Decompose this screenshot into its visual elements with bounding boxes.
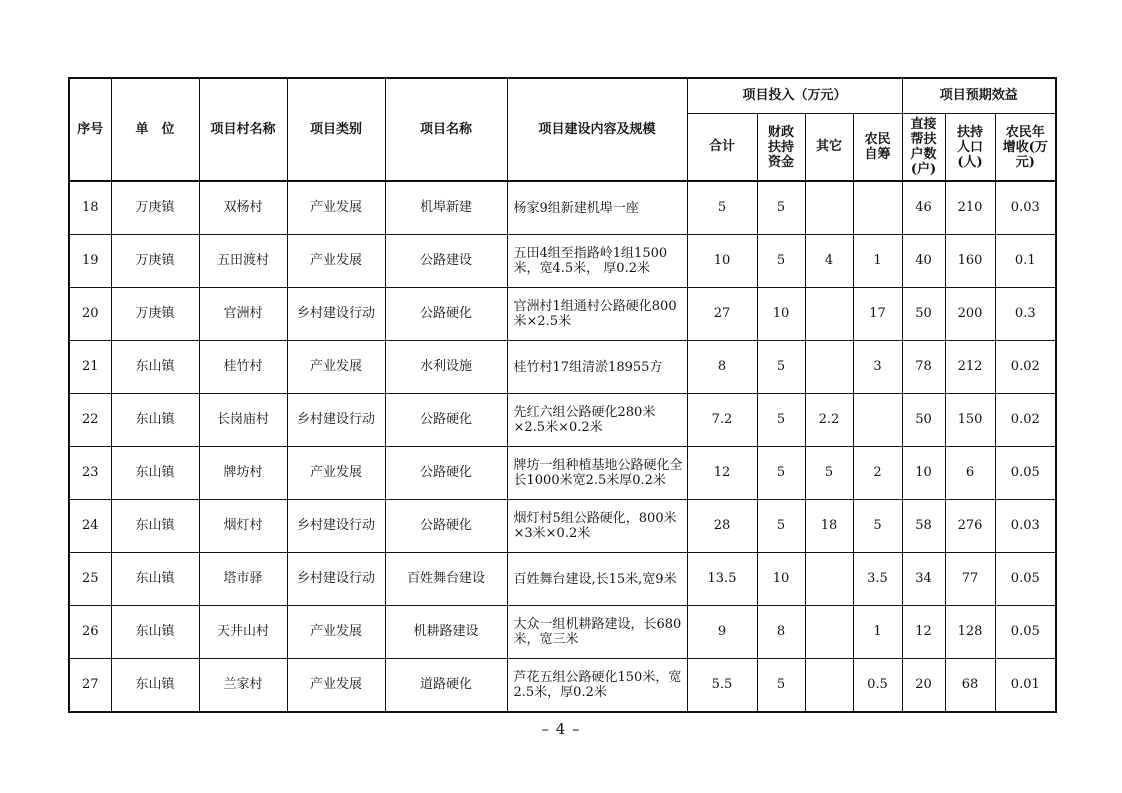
cell-content: 百姓舞台建设,长15米,宽9米	[507, 553, 687, 606]
cell-category: 乡村建设行动	[287, 500, 385, 553]
cell-content: 大众一组机耕路建设，长680米，宽三米	[507, 606, 687, 659]
cell-income: 0.02	[995, 341, 1056, 394]
table-row	[69, 659, 1056, 713]
cell-project: 公路硬化	[385, 447, 507, 500]
cell-income: 0.05	[995, 553, 1056, 606]
cell-total: 8	[687, 341, 757, 394]
cell-fiscal: 5	[757, 341, 805, 394]
cell-households: 10	[902, 447, 945, 500]
cell-seq: 25	[69, 553, 111, 606]
cell-project: 公路硬化	[385, 500, 507, 553]
cell-village: 烟灯村	[199, 500, 287, 553]
cell-village: 长岗庙村	[199, 394, 287, 447]
cell-households: 12	[902, 606, 945, 659]
cell-households: 58	[902, 500, 945, 553]
cell-total: 27	[687, 288, 757, 341]
cell-total: 10	[687, 235, 757, 288]
cell-population: 68	[945, 659, 995, 713]
cell-income: 0.03	[995, 500, 1056, 553]
cell-other	[805, 553, 853, 606]
cell-total: 7.2	[687, 394, 757, 447]
cell-unit: 东山镇	[111, 606, 199, 659]
cell-households: 40	[902, 235, 945, 288]
cell-village: 天井山村	[199, 606, 287, 659]
cell-fiscal: 5	[757, 235, 805, 288]
table-row	[69, 394, 1056, 447]
cell-income: 0.01	[995, 659, 1056, 713]
cell-households: 50	[902, 394, 945, 447]
cell-village: 五田渡村	[199, 235, 287, 288]
cell-category: 乡村建设行动	[287, 394, 385, 447]
cell-total: 5	[687, 181, 757, 235]
header-seq: 序号	[69, 78, 111, 181]
header-benefit-group: 项目预期效益	[902, 78, 1056, 114]
cell-income: 0.05	[995, 447, 1056, 500]
cell-households: 46	[902, 181, 945, 235]
cell-population: 276	[945, 500, 995, 553]
cell-content: 牌坊一组种植基地公路硬化全长1000米宽2.5米厚0.2米	[507, 447, 687, 500]
cell-fiscal: 5	[757, 181, 805, 235]
cell-self-raised: 0.5	[853, 659, 902, 713]
cell-fiscal: 10	[757, 288, 805, 341]
table-body	[69, 181, 1056, 712]
cell-seq: 21	[69, 341, 111, 394]
cell-category: 产业发展	[287, 659, 385, 713]
cell-category: 产业发展	[287, 181, 385, 235]
cell-fiscal: 5	[757, 500, 805, 553]
cell-seq: 27	[69, 659, 111, 713]
cell-households: 50	[902, 288, 945, 341]
header-income: 农民年增收(万元)	[995, 114, 1056, 182]
cell-population: 77	[945, 553, 995, 606]
cell-unit: 万庚镇	[111, 288, 199, 341]
cell-total: 28	[687, 500, 757, 553]
page-number: – 4 –	[541, 720, 581, 738]
table-row	[69, 341, 1056, 394]
table-row	[69, 181, 1056, 235]
cell-content: 烟灯村5组公路硬化，800米×3米×0.2米	[507, 500, 687, 553]
cell-population: 160	[945, 235, 995, 288]
header-total: 合计	[687, 114, 757, 182]
cell-population: 6	[945, 447, 995, 500]
cell-content: 桂竹村17组清淤18955方	[507, 341, 687, 394]
header-self-raised: 农民自筹	[853, 114, 902, 182]
cell-self-raised: 3	[853, 341, 902, 394]
cell-village: 官洲村	[199, 288, 287, 341]
cell-project: 公路硬化	[385, 288, 507, 341]
cell-other: 5	[805, 447, 853, 500]
cell-unit: 东山镇	[111, 394, 199, 447]
cell-population: 212	[945, 341, 995, 394]
cell-project: 机耕路建设	[385, 606, 507, 659]
cell-fiscal: 5	[757, 659, 805, 713]
cell-population: 150	[945, 394, 995, 447]
cell-village: 牌坊村	[199, 447, 287, 500]
cell-self-raised: 2	[853, 447, 902, 500]
cell-category: 产业发展	[287, 606, 385, 659]
cell-fiscal: 5	[757, 394, 805, 447]
cell-category: 产业发展	[287, 235, 385, 288]
cell-village: 兰家村	[199, 659, 287, 713]
header-unit: 单 位	[111, 78, 199, 181]
cell-category: 产业发展	[287, 447, 385, 500]
cell-village: 双杨村	[199, 181, 287, 235]
cell-total: 12	[687, 447, 757, 500]
cell-households: 20	[902, 659, 945, 713]
cell-self-raised	[853, 181, 902, 235]
cell-other	[805, 606, 853, 659]
cell-content: 先红六组公路硬化280米×2.5米×0.2米	[507, 394, 687, 447]
cell-total: 5.5	[687, 659, 757, 713]
cell-other	[805, 659, 853, 713]
cell-fiscal: 10	[757, 553, 805, 606]
header-population: 扶持人口(人)	[945, 114, 995, 182]
cell-seq: 24	[69, 500, 111, 553]
header-village: 项目村名称	[199, 78, 287, 181]
cell-content: 杨家9组新建机埠一座	[507, 181, 687, 235]
cell-unit: 万庚镇	[111, 235, 199, 288]
table-row	[69, 500, 1056, 553]
cell-self-raised: 1	[853, 235, 902, 288]
cell-self-raised: 1	[853, 606, 902, 659]
cell-project: 公路建设	[385, 235, 507, 288]
header-households: 直接帮扶户数(户)	[902, 114, 945, 182]
cell-project: 水利设施	[385, 341, 507, 394]
cell-content: 官洲村1组通村公路硬化800米×2.5米	[507, 288, 687, 341]
project-table	[68, 77, 1057, 713]
cell-unit: 东山镇	[111, 659, 199, 713]
cell-seq: 19	[69, 235, 111, 288]
cell-village: 桂竹村	[199, 341, 287, 394]
header-other: 其它	[805, 114, 853, 182]
cell-income: 0.1	[995, 235, 1056, 288]
cell-population: 210	[945, 181, 995, 235]
cell-seq: 23	[69, 447, 111, 500]
cell-income: 0.03	[995, 181, 1056, 235]
cell-other: 2.2	[805, 394, 853, 447]
cell-total: 9	[687, 606, 757, 659]
cell-seq: 20	[69, 288, 111, 341]
cell-seq: 26	[69, 606, 111, 659]
cell-unit: 万庚镇	[111, 181, 199, 235]
header-fiscal: 财政扶持资金	[757, 114, 805, 182]
cell-self-raised: 17	[853, 288, 902, 341]
cell-project: 公路硬化	[385, 394, 507, 447]
cell-population: 128	[945, 606, 995, 659]
cell-fiscal: 5	[757, 447, 805, 500]
table-row	[69, 447, 1056, 500]
cell-category: 产业发展	[287, 341, 385, 394]
header-content: 项目建设内容及规模	[507, 78, 687, 181]
cell-population: 200	[945, 288, 995, 341]
cell-project: 百姓舞台建设	[385, 553, 507, 606]
cell-households: 78	[902, 341, 945, 394]
cell-village: 塔市驿	[199, 553, 287, 606]
cell-project: 机埠新建	[385, 181, 507, 235]
cell-other	[805, 341, 853, 394]
cell-households: 34	[902, 553, 945, 606]
cell-total: 13.5	[687, 553, 757, 606]
cell-self-raised: 3.5	[853, 553, 902, 606]
table-row	[69, 606, 1056, 659]
cell-content: 五田4组至指路岭1组1500米，宽4.5米， 厚0.2米	[507, 235, 687, 288]
cell-seq: 22	[69, 394, 111, 447]
cell-fiscal: 8	[757, 606, 805, 659]
cell-other	[805, 288, 853, 341]
cell-income: 0.02	[995, 394, 1056, 447]
header-project: 项目名称	[385, 78, 507, 181]
cell-other: 18	[805, 500, 853, 553]
cell-unit: 东山镇	[111, 447, 199, 500]
table-row	[69, 288, 1056, 341]
cell-self-raised	[853, 394, 902, 447]
header-category: 项目类别	[287, 78, 385, 181]
table-row	[69, 553, 1056, 606]
cell-other: 4	[805, 235, 853, 288]
header-investment-group: 项目投入（万元）	[687, 78, 902, 114]
cell-category: 乡村建设行动	[287, 288, 385, 341]
cell-self-raised: 5	[853, 500, 902, 553]
cell-seq: 18	[69, 181, 111, 235]
cell-income: 0.05	[995, 606, 1056, 659]
cell-income: 0.3	[995, 288, 1056, 341]
cell-unit: 东山镇	[111, 500, 199, 553]
table-row	[69, 235, 1056, 288]
cell-unit: 东山镇	[111, 553, 199, 606]
cell-project: 道路硬化	[385, 659, 507, 713]
cell-unit: 东山镇	[111, 341, 199, 394]
cell-content: 芦花五组公路硬化150米，宽2.5米，厚0.2米	[507, 659, 687, 713]
cell-category: 乡村建设行动	[287, 553, 385, 606]
cell-other	[805, 181, 853, 235]
